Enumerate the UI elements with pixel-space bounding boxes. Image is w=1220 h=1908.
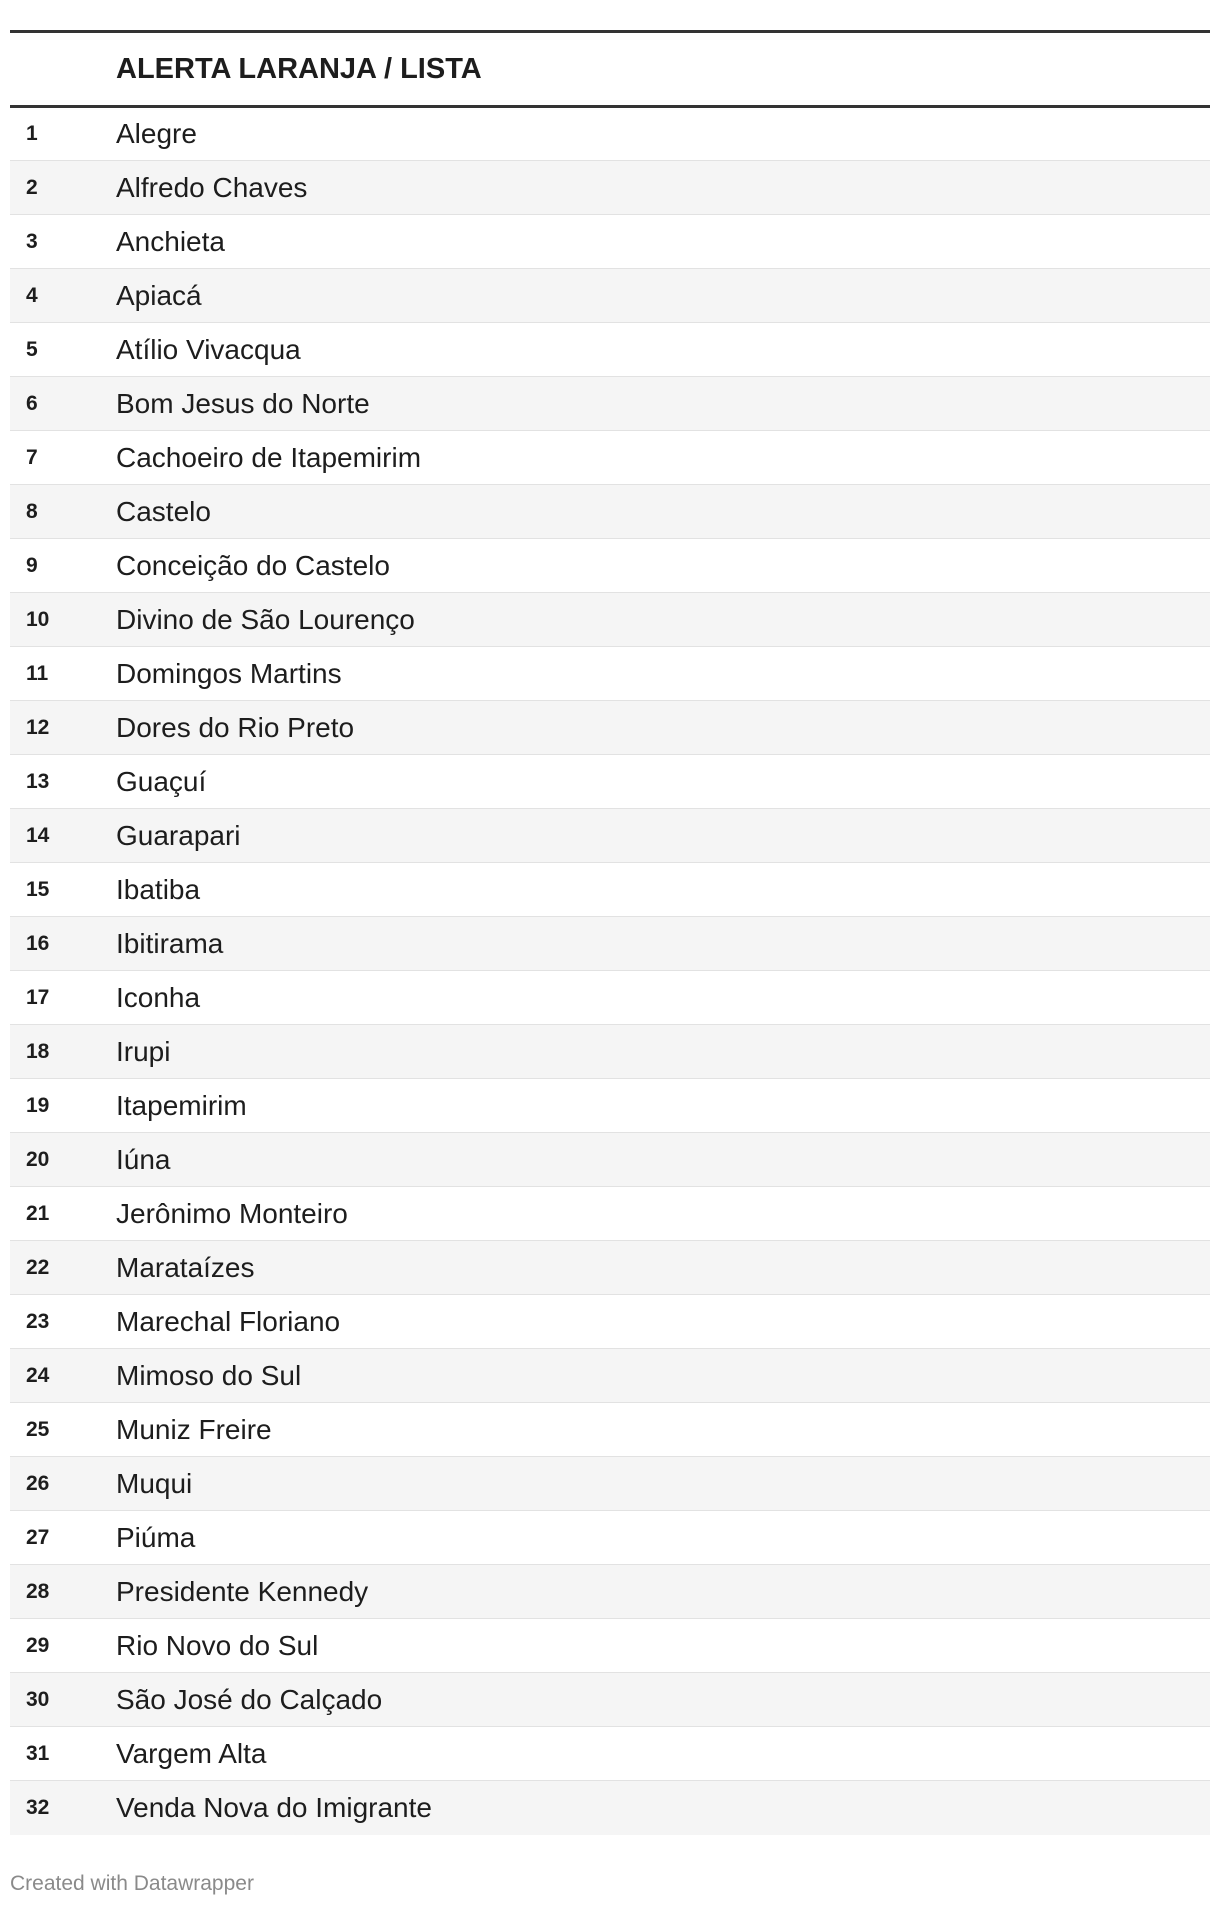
row-number: 31 xyxy=(10,1727,116,1781)
city-name: Ibatiba xyxy=(116,863,1210,917)
table-row xyxy=(10,809,1210,863)
city-name: Castelo xyxy=(116,485,1210,539)
table-row xyxy=(10,701,1210,755)
city-name: São José do Calçado xyxy=(116,1673,1210,1727)
table-row xyxy=(10,647,1210,701)
table-row xyxy=(10,377,1210,431)
row-number: 30 xyxy=(10,1673,116,1727)
city-name: Muqui xyxy=(116,1457,1210,1511)
table-row xyxy=(10,1295,1210,1349)
city-name: Divino de São Lourenço xyxy=(116,593,1210,647)
table-row xyxy=(10,1457,1210,1511)
city-name: Bom Jesus do Norte xyxy=(116,377,1210,431)
row-number: 14 xyxy=(10,809,116,863)
footer-credit: Created with Datawrapper xyxy=(10,1872,254,1895)
row-number: 10 xyxy=(10,593,116,647)
row-number: 9 xyxy=(10,539,116,593)
table-row xyxy=(10,161,1210,215)
table-row xyxy=(10,1241,1210,1295)
city-name: Alegre xyxy=(116,107,1210,161)
table-row xyxy=(10,485,1210,539)
city-name: Apiacá xyxy=(116,269,1210,323)
city-name: Vargem Alta xyxy=(116,1727,1210,1781)
row-number: 24 xyxy=(10,1349,116,1403)
table-row xyxy=(10,269,1210,323)
row-number: 32 xyxy=(10,1781,116,1835)
header-number[interactable] xyxy=(10,32,116,107)
row-number: 21 xyxy=(10,1187,116,1241)
table-row xyxy=(10,215,1210,269)
table-row xyxy=(10,1025,1210,1079)
city-name: Piúma xyxy=(116,1511,1210,1565)
row-number: 13 xyxy=(10,755,116,809)
row-number: 27 xyxy=(10,1511,116,1565)
datawrapper-table xyxy=(10,30,1210,1835)
city-name: Irupi xyxy=(116,1025,1210,1079)
table-row xyxy=(10,1511,1210,1565)
row-number: 22 xyxy=(10,1241,116,1295)
city-name: Mimoso do Sul xyxy=(116,1349,1210,1403)
row-number: 20 xyxy=(10,1133,116,1187)
city-table xyxy=(10,30,1210,1835)
city-name: Conceição do Castelo xyxy=(116,539,1210,593)
table-row xyxy=(10,755,1210,809)
row-number: 1 xyxy=(10,107,116,161)
city-name: Cachoeiro de Itapemirim xyxy=(116,431,1210,485)
table-row xyxy=(10,1727,1210,1781)
row-number: 2 xyxy=(10,161,116,215)
row-number: 26 xyxy=(10,1457,116,1511)
city-name: Rio Novo do Sul xyxy=(116,1619,1210,1673)
row-number: 6 xyxy=(10,377,116,431)
table-row xyxy=(10,323,1210,377)
row-number: 29 xyxy=(10,1619,116,1673)
city-name: Presidente Kennedy xyxy=(116,1565,1210,1619)
row-number: 8 xyxy=(10,485,116,539)
table-row xyxy=(10,1349,1210,1403)
table-row xyxy=(10,539,1210,593)
city-name: Iúna xyxy=(116,1133,1210,1187)
row-number: 19 xyxy=(10,1079,116,1133)
table-row xyxy=(10,1673,1210,1727)
city-name: Dores do Rio Preto xyxy=(116,701,1210,755)
table-row xyxy=(10,1619,1210,1673)
table-row xyxy=(10,971,1210,1025)
row-number: 18 xyxy=(10,1025,116,1079)
header-row xyxy=(10,32,1210,107)
row-number: 12 xyxy=(10,701,116,755)
table-row xyxy=(10,107,1210,161)
city-name: Guarapari xyxy=(116,809,1210,863)
city-name: Alfredo Chaves xyxy=(116,161,1210,215)
table-header xyxy=(10,32,1210,107)
row-number: 16 xyxy=(10,917,116,971)
city-name: Domingos Martins xyxy=(116,647,1210,701)
table-row xyxy=(10,1781,1210,1835)
table-row xyxy=(10,593,1210,647)
row-number: 3 xyxy=(10,215,116,269)
table-row xyxy=(10,1403,1210,1457)
table-row xyxy=(10,1187,1210,1241)
row-number: 28 xyxy=(10,1565,116,1619)
row-number: 4 xyxy=(10,269,116,323)
city-name: Marechal Floriano xyxy=(116,1295,1210,1349)
table-row xyxy=(10,917,1210,971)
table-row xyxy=(10,1079,1210,1133)
table-row xyxy=(10,431,1210,485)
city-name: Guaçuí xyxy=(116,755,1210,809)
table-row xyxy=(10,1133,1210,1187)
table-body xyxy=(10,107,1210,1835)
row-number: 15 xyxy=(10,863,116,917)
city-name: Itapemirim xyxy=(116,1079,1210,1133)
city-name: Ibitirama xyxy=(116,917,1210,971)
city-name: Jerônimo Monteiro xyxy=(116,1187,1210,1241)
row-number: 5 xyxy=(10,323,116,377)
row-number: 11 xyxy=(10,647,116,701)
city-name: Marataízes xyxy=(116,1241,1210,1295)
city-name: Atílio Vivacqua xyxy=(116,323,1210,377)
row-number: 17 xyxy=(10,971,116,1025)
city-name: Venda Nova do Imigrante xyxy=(116,1781,1210,1835)
table-row xyxy=(10,1565,1210,1619)
table-row xyxy=(10,863,1210,917)
row-number: 23 xyxy=(10,1295,116,1349)
city-name: Iconha xyxy=(116,971,1210,1025)
city-name: Muniz Freire xyxy=(116,1403,1210,1457)
header-name[interactable]: ALERTA LARANJA / LISTA xyxy=(116,32,1210,107)
row-number: 7 xyxy=(10,431,116,485)
city-name: Anchieta xyxy=(116,215,1210,269)
row-number: 25 xyxy=(10,1403,116,1457)
